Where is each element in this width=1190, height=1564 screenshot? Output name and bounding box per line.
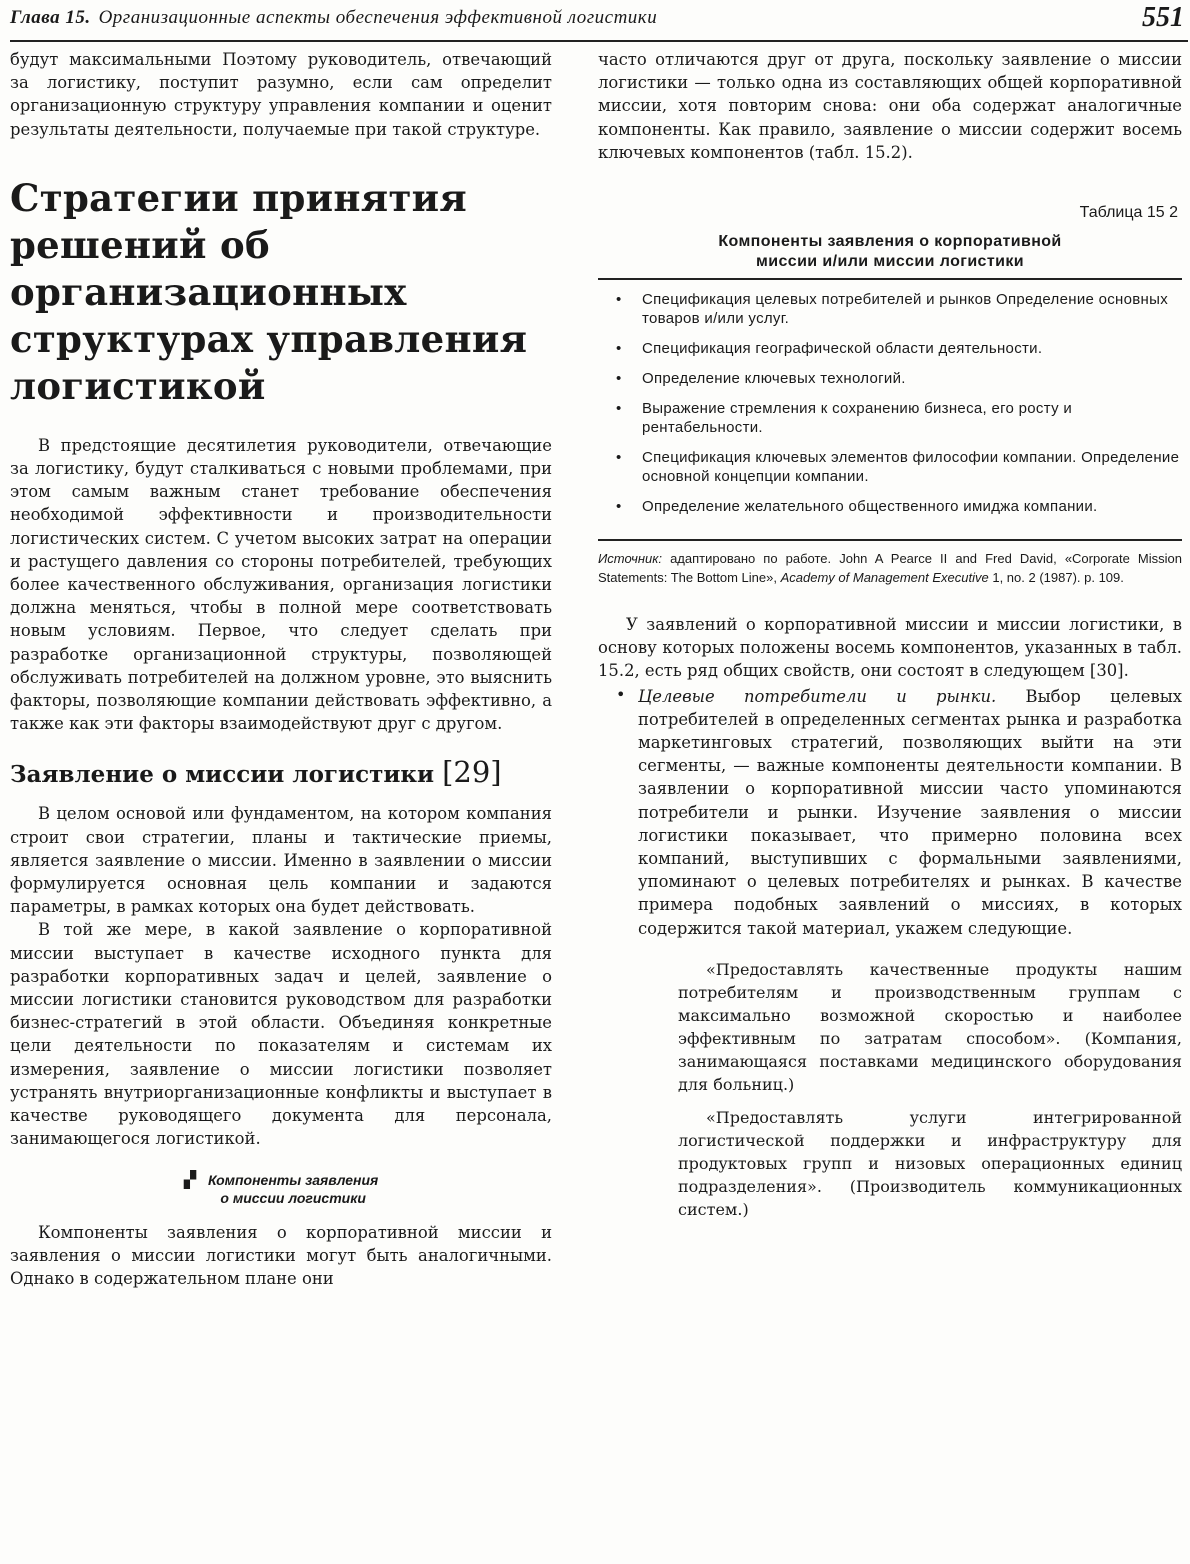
source-journal: Academy of Management Executive [780,570,989,586]
closing-paragraph: Компоненты заявления о корпоративной миссии и заявления о миссии логистики могут быть аналогичными. Однако в содержательном плане они [10,1222,552,1288]
left-intro-paragraph: будут максимальными Поэтому руководитель, отвечающий за логистику, поступит разумно, если сам определит организационную структуру управления компании и оценит результаты деятельности, получаемые при такой структуре. [10,50,552,139]
list-item: • Спецификация географической области деятельности. [598,339,1182,358]
page-number: 551 [1142,2,1184,33]
source-tail: 1, no. 2 (1987). p. 109. [992,570,1124,586]
para-after-table: У заявлений о корпоративной миссии и миссии логистики, в основу которых положены восемь компонентов, указанных в табл. 15.2, есть ряд общих свойств, они состоят в следующем [30]. [598,615,1182,681]
right-column [598,48,1182,1221]
list-item: • Выражение стремления к сохранению бизнеса, его росту и рентабельности. [598,399,1182,437]
minor-heading-text [208,1171,378,1207]
chapter-heading [10,7,657,29]
subsection-reference: [29] [442,755,502,790]
left-column [10,48,552,1290]
section-title: Стратегии принятия решений об организационных структурах управления логистикой [10,175,528,408]
list-item: • Спецификация ключевых элементов философии компании. Определение основной концепции компании. [598,448,1182,486]
bullet-item [598,685,1182,1221]
bullet-paragraph [638,685,1182,940]
bullet-icon: • [616,684,626,704]
subsection-paragraph-2: В той же мере, в какой заявление о корпоративной миссии выступает в качестве исходного пункта для разработки корпоративных задач и целей, заявление о миссии логистики становится руководством для разработки бизнес-стратегий в этой области. Объединяя конкретные цели деятельности по показателям и системам их измерения, заявление о миссии логистики позволяет устранять внутриорганизационные конфликты и выступает в качестве руководящего документа для персонала, занимающегося логистикой. [10,920,552,1149]
chapter-title: Организационные аспекты обеспечения эффективной логистики [98,7,658,28]
source-text: адаптировано по работе. John A Pearce II and Fred David, «Corporate Mission Statements: The Bottom Line», [598,551,1182,586]
table-title [598,232,1182,280]
subsection-title-text: Заявление о миссии логистики [10,761,435,789]
quote-1: «Предоставлять качественные продукты нашим потребителям и производственным группам с максимально возможной скоростью и наиболее эффективным по затратам способом». (Компания, занимающаяся поставками медицинского оборудования для больниц.) [678,959,1182,1094]
section-paragraph: В предстоящие десятилетия руководители, отвечающие за логистику, будут сталкиваться с новыми проблемами, при этом самым важным станет требование обеспечения необходимой эффективности и производительности логистических систем. С учетом высоких затрат на операции и растущего давления со стороны потребителей, требующих более качественного обслуживания, организация логистики должна меняться, чтобы в полной мере соответствовать новым условиям. Первое, что следует сделать при разработке организационной структуры, позволяющей обслуживать потребителей на должном уровне, это выяснить факторы, позволяющие компании действовать эффективно, а также как эти факторы взаимодействуют друг с другом. [10,435,552,734]
table-label: Таблица 15 2 [1079,204,1178,222]
list-item: • Определение желательного общественного имиджа компании. [598,497,1182,516]
list-item: • Определение ключевых технологий. [598,369,1182,388]
minor-heading-line-1: Компоненты заявления [208,1171,379,1188]
list-item: • Спецификация целевых потребителей и рынков Определение основных товаров и/или услуг. [598,290,1182,328]
heading-marker-icon: ▞ [183,1169,197,1189]
chapter-label: Глава 15. [10,7,91,28]
right-intro-paragraph: часто отличаются друг от друга, поскольку заявление о миссии логистики — только одна из составляющих общей корпоративной миссии, хотя повторим снова: они оба содержат аналогичные компоненты. Как правило, заявление о миссии содержит восемь ключевых компонентов (табл. 15.2). [598,50,1182,162]
table-source-note [598,549,1182,587]
table-title-line-2: миссии и/или миссии логистики [756,253,1024,271]
minor-heading-line-2: о миссии логистики [220,1189,366,1206]
subsection-title [10,757,552,790]
table-title-line-1: Компоненты заявления о корпоративной [718,233,1062,251]
minor-heading [10,1171,552,1207]
running-header [10,2,1188,42]
bullet-text: Выбор целевых потребителей в определенных сегментах рынка и разработка маркетинговых стратегий, позволяющих выйти на эти сегменты, — важные компоненты деятельности компании. В заявлении о корпоративной миссии часто упоминаются потребители и рынки. Изучение заявления о миссии логистики показывает, что примерно половина всех компаний, выступивших с формальными заявлениями, упоминают о целевых потребителях и рынках. В качестве примера подобных заявлений о миссиях, в которых содержится такой материал, укажем следующие. [638,686,1182,938]
quote-2: «Предоставлять услуги интегрированной логистической поддержки и инфраструктуру для продуктовых групп и низовых операционных единиц подразделения». (Производитель коммуникационных систем.) [678,1107,1182,1219]
bullet-lead: Целевые потребители и рынки. [638,686,997,706]
quote-block [638,958,1182,1221]
table-list [598,280,1182,541]
source-label: Источник: [598,551,662,567]
subsection-paragraph-1: В целом основой или фундаментом, на котором компания строит свои стратегии, планы и тактические приемы, является заявление о миссии. Именно в заявлении о миссии формулируется основная цель компании и задаются параметры, в рамках которых она будет действовать. [10,804,552,917]
